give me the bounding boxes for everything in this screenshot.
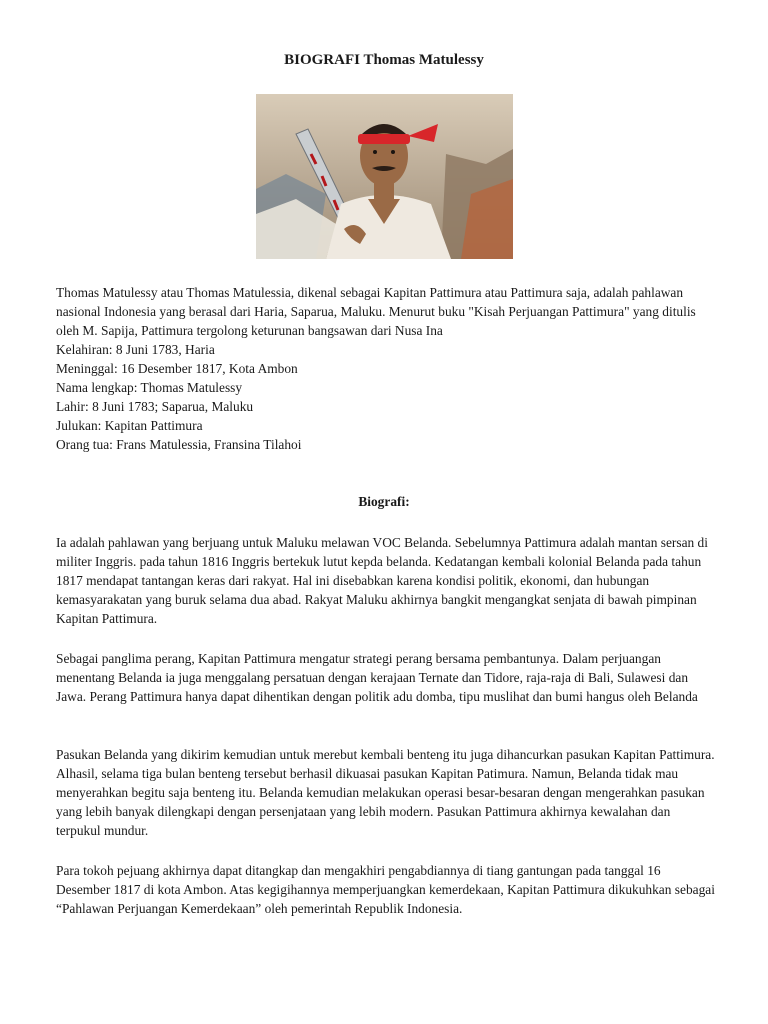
fact-death: Meninggal: 16 Desember 1817, Kota Ambon	[56, 361, 298, 376]
biography-paragraph-1	[56, 533, 716, 628]
biography-paragraph-2	[56, 649, 716, 706]
biography-paragraph-4	[56, 861, 716, 918]
fact-full-name: Nama lengkap: Thomas Matulessy	[56, 380, 243, 395]
portrait-illustration	[256, 94, 513, 259]
fact-nickname: Julukan: Kapitan Pattimura	[56, 418, 203, 433]
paragraph-text: Para tokoh pejuang akhirnya dapat ditangkap dan mengakhiri pengabdiannya di tiang gantungan pada tanggal 16 Desember 1817 di kota Ambon. Atas kegigihannya memperjuangkan kemerdekaan, Kapitan Pattimura dikukuhkan sebagai “Pahlawan Perjuangan Kemerdekaan” oleh pemerintah Republik Indonesia.	[56, 863, 715, 916]
paragraph-text: Sebagai panglima perang, Kapitan Pattimura mengatur strategi perang bersama pembantunya. Dalam perjuangan menentang Belanda ia juga menggalang persatuan dengan kerajaan Ternate dan Tidore, raja-raja di Bali, Sulawesi dan Jawa. Perang Pattimura hanya dapat dihentikan dengan politik adu domba, tipu muslihat dan bumi hangus oleh Belanda	[56, 651, 698, 704]
paragraph-text: Ia adalah pahlawan yang berjuang untuk Maluku melawan VOC Belanda. Sebelumnya Pattimura adalah mantan sersan di militer Inggris. pada tahun 1816 Inggris bertekuk lutut kepda belanda. Kedatangan kembali kolonial Belanda pada tahun 1817 mendapat tantangan keras dari rakyat. Hal ini disebabkan karena kondisi politik, ekonomi, dan hubungan kemasyarakatan yang buruk selama dua abad. Rakyat Maluku akhirnya bangkit mengangkat senjata di bawah pimpinan Kapitan Pattimura.	[56, 535, 708, 626]
intro-paragraph: Thomas Matulessy atau Thomas Matulessia, dikenal sebagai Kapitan Pattimura atau Pattimura saja, adalah pahlawan nasional Indonesia yang berasal dari Haria, Saparua, Maluku. Menurut buku "Kisah Perjuangan Pattimura" yang ditulis oleh M. Sapija, Pattimura tergolong keturunan bangsawan dari Nusa Ina	[56, 285, 696, 338]
biography-heading: Biografi:	[358, 494, 410, 509]
fact-birth: Kelahiran: 8 Juni 1783, Haria	[56, 342, 215, 357]
fact-born: Lahir: 8 Juni 1783; Saparua, Maluku	[56, 399, 254, 414]
biography-paragraph-3	[56, 745, 716, 840]
headband-icon	[358, 134, 410, 144]
document-title: BIOGRAFI Thomas Matulessy	[284, 52, 484, 68]
fact-parents: Orang tua: Frans Matulessia, Fransina Tilahoi	[56, 437, 302, 452]
intro-block	[56, 283, 716, 454]
paragraph-text: Pasukan Belanda yang dikirim kemudian untuk merebut kembali benteng itu juga dihancurkan pasukan Kapitan Pattimura. Alhasil, selama tiga bulan benteng tersebut berhasil dikuasai pasukan Kapitan Patimura. Namun, Belanda tidak mau menyerahkan begitu saja benteng itu. Belanda kemudian melakukan operasi besar-besaran dengan mengerahkan pasukan yang lebih banyak dilengkapi dengan persenjataan yang lebih modern. Pasukan Pattimura akhirnya kewalahan dan terpukul mundur.	[56, 747, 715, 838]
portrait-image	[256, 94, 513, 259]
